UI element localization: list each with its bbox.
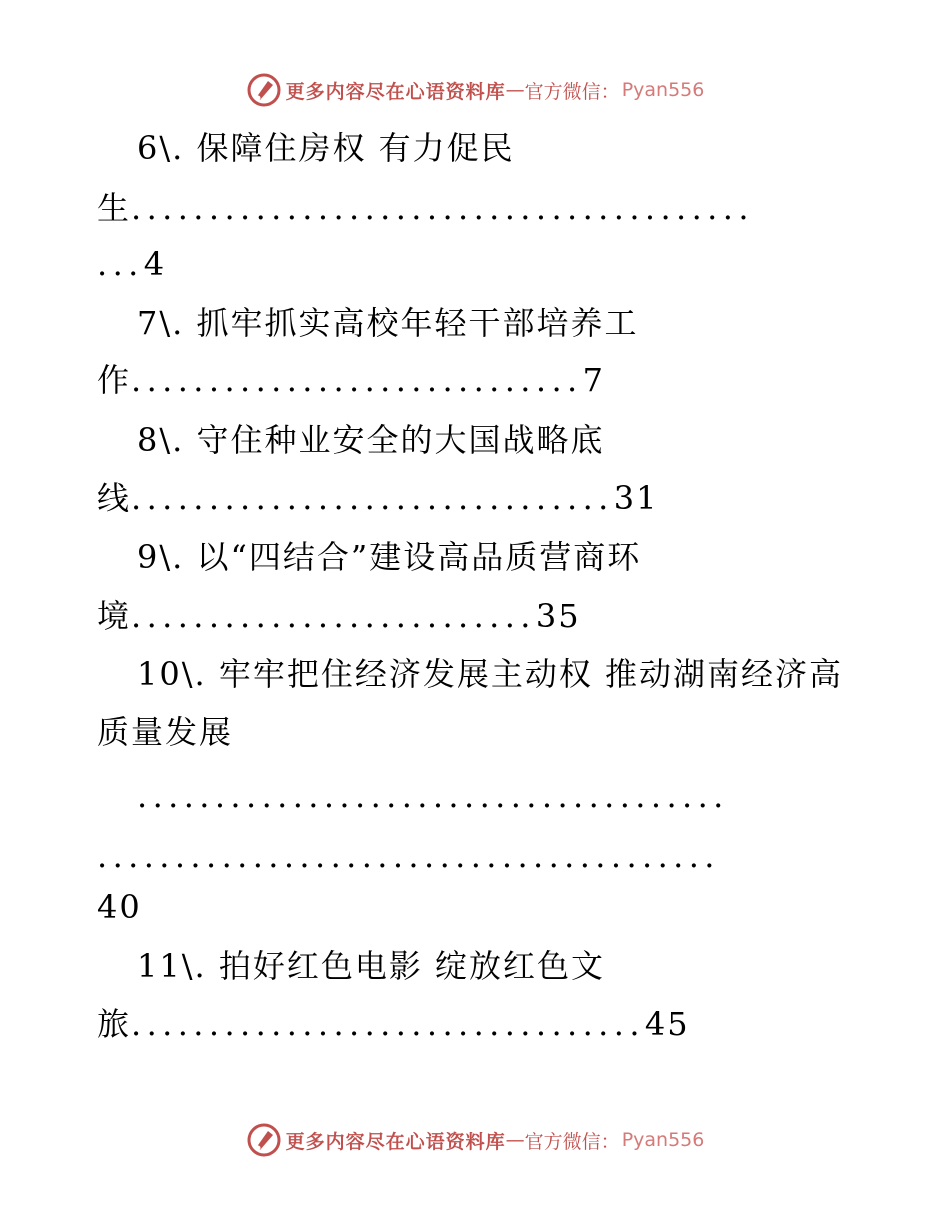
toc-entry-leader-line [0, 478, 950, 518]
toc-entry-title: 8\. 守住种业安全的大国战略底 [137, 421, 605, 459]
toc-entry-lead-char: 生 [97, 189, 132, 227]
toc-entry-title-continued: 质量发展 [97, 713, 234, 751]
toc-entry-lead-char: 作 [97, 361, 132, 399]
toc-entry-page-number: 35 [535, 597, 581, 635]
toc-entry-lead-char: 线 [97, 479, 132, 517]
header-watermark [0, 70, 950, 110]
toc-entry-dots: ........................................ [131, 189, 754, 227]
watermark-wechat-id: Pyan556 [621, 79, 705, 101]
watermark-dash: — [505, 1129, 525, 1151]
toc-entry-dots: ........................................ [97, 837, 720, 875]
pen-nib-logo-icon [246, 72, 282, 108]
watermark-main-text: 更多内容尽在心语资料库 [285, 1130, 506, 1153]
toc-entry-title: 7\. 抓牢抓实高校年轻干部培养工 [137, 304, 639, 342]
watermark-dash: — [505, 79, 525, 101]
watermark-wechat-label: 官方微信： [524, 80, 620, 103]
toc-entry-leader-line [0, 1004, 950, 1044]
toc-entry-dots: .......................... [131, 597, 536, 635]
toc-entry-page-number: 7 [582, 361, 605, 399]
toc-entry-leader-line [0, 360, 950, 400]
toc-entry-page-number: 4 [143, 245, 167, 283]
toc-entry-page-number: 31 [613, 479, 659, 517]
toc-entry-page-number: 40 [97, 888, 142, 926]
toc-entry-title: 9\. 以“四结合”建设高品质营商环 [137, 538, 642, 576]
toc-entry-dots: ................................. [131, 1005, 645, 1043]
toc-entry-leader-line [0, 244, 950, 284]
toc-entry-dots: ............................... [131, 479, 614, 517]
toc-entry-lead-char: 旅 [97, 1005, 132, 1043]
watermark-wechat-label: 官方微信： [524, 1130, 620, 1153]
watermark-main-text: 更多内容尽在心语资料库 [285, 80, 506, 103]
toc-entry-leader-line [0, 188, 950, 228]
toc-entry-leader-line [0, 596, 950, 636]
toc-entry-title: 11\. 拍好红色电影 绽放红色文 [137, 947, 606, 985]
toc-entry-dots: ............................. [131, 361, 583, 399]
toc-entry-title: 6\. 保障住房权 有力促民 [137, 129, 515, 167]
toc-entry-title: 10\. 牢牢把住经济发展主动权 推动湖南经济高 [137, 655, 844, 693]
toc-entry-lead-char: 境 [97, 597, 132, 635]
toc-entry-dots: ...................................... [137, 777, 729, 815]
footer-watermark [0, 1120, 950, 1160]
pen-nib-logo-icon [246, 1122, 282, 1158]
toc-entry-leader-line [0, 836, 950, 876]
watermark-wechat-id: Pyan556 [621, 1129, 705, 1151]
toc-entry-dots: ... [97, 245, 144, 283]
toc-entry-page-number: 45 [644, 1005, 690, 1043]
toc-entry-leader-line [0, 776, 950, 816]
